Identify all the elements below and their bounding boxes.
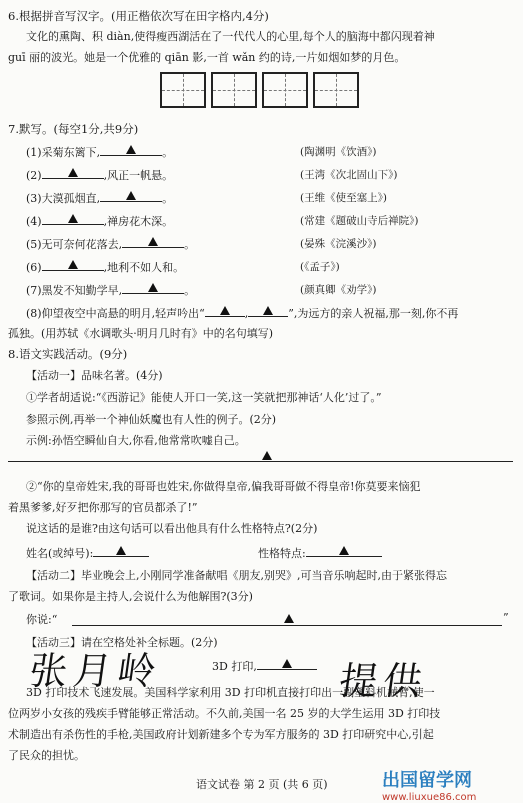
you-say-end: ” (503, 611, 509, 624)
triangle-icon (126, 145, 136, 154)
title-blank[interactable] (257, 657, 317, 670)
triangle-icon (282, 659, 292, 668)
answer-blank[interactable] (42, 166, 104, 179)
answer-blank[interactable] (42, 258, 104, 271)
answer-blank[interactable] (122, 281, 184, 294)
grid-box-2[interactable] (211, 72, 257, 108)
activity2-b: 了歌词。如果你是主持人,会说什么为他解围?(3分) (8, 590, 253, 603)
activity1-q2a: ②“你的皇帝姓宋,我的哥哥也姓宋,你做得皇帝,偏我哥哥做不得皇帝!你莫要来恼犯 (26, 480, 421, 493)
answer-blank[interactable] (42, 212, 104, 225)
para-line-3: 术制造出有杀伤性的手枪,美国政府计划新建多个专为军方服务的 3D 打印研究中心,引起 (8, 728, 434, 741)
q7-item-1: (1)采菊东篱下, 。 (26, 143, 173, 160)
answer-blank[interactable] (248, 304, 288, 317)
watermark-url: www.liuxue86.com (382, 792, 477, 803)
triangle-icon (116, 546, 126, 555)
para-line-4: 了民众的担忧。 (8, 749, 85, 762)
q7-source-4: (常建《题破山寺后禅院》) (300, 215, 419, 227)
watermark (382, 766, 476, 803)
triangle-icon (68, 168, 78, 177)
q7-title: 7.默写。(每空1分,共9分) (8, 122, 139, 136)
triangle-icon (68, 260, 78, 269)
activity1-q1: ①学者胡适说:“《西游记》能使人开口一笑,这一笑就把那神话‘人化’过了。” (26, 391, 382, 404)
grid-box-4[interactable] (313, 72, 359, 108)
answer-blank[interactable] (122, 235, 184, 248)
q7-item-6: (6) ,地利不如人和。 (26, 258, 184, 275)
grid-box-1[interactable] (160, 72, 206, 108)
q7-source-1: (陶渊明《饮酒》) (300, 146, 377, 158)
q7-item-5: (5)无可奈何花落去, 。 (26, 235, 195, 252)
answer-line[interactable] (8, 461, 513, 462)
q7-source-2: (王湾《次北固山下》) (300, 169, 398, 181)
you-say-line[interactable] (72, 625, 502, 626)
q7-source-3: (王维《使至塞上》) (300, 192, 387, 204)
triangle-icon (68, 214, 78, 223)
q6-title: 6.根据拼音写汉字。(用正楷依次写在田字格内,4分) (8, 9, 269, 23)
activity1-q1b: 参照示例,再举一个神仙妖魔也有人性的例子。(2分) (26, 413, 277, 426)
q7-source-7: (颜真卿《劝学》) (300, 284, 377, 296)
you-say-label: 你说:“ (26, 613, 58, 626)
para-line-2: 位两岁小女孩的残疾手臂能够正常活动。不久前,美国一名 25 岁的大学生运用 3D 打印技 (8, 707, 441, 720)
q8-title: 8.语文实践活动。(9分) (8, 347, 128, 361)
q7-item-8-cont: 孤独。(用苏轼《水调歌头·明月几时有》中的名句填写) (8, 327, 274, 340)
triangle-icon (148, 283, 158, 292)
para-line-1: 3D 打印技术飞速发展。美国科学家利用 3D 打印机直接打印出一副塑料机械臂,使一 (26, 686, 435, 699)
triangle-icon (284, 614, 294, 623)
q7-item-4: (4) ,禅房花木深。 (26, 212, 173, 229)
activity1-example: 示例:孙悟空瞬仙自大,你看,他常常吹嘘自己。 (26, 434, 246, 447)
q7-source-6: (《孟子》) (300, 261, 340, 273)
triangle-icon (126, 191, 136, 200)
watermark-logo: 出国留学网 (382, 770, 472, 791)
activity1-q2b: 着黑爹爹,好歹把你那写的官员都杀了!” (8, 501, 198, 514)
handwriting-right: 提供 (336, 659, 431, 703)
triangle-icon (263, 306, 273, 315)
q7-source-5: (晏殊《浣溪沙》) (300, 238, 377, 250)
trait-blank[interactable] (306, 544, 382, 557)
activity3-title: 【活动三】请在空格处补全标题。(2分) (26, 636, 218, 649)
q7-item-8: (8)仰望夜空中高悬的明月,轻声吟出“ , ”,为远方的亲人祝福,那一刻,你不再 (26, 304, 458, 321)
grid-box-3[interactable] (262, 72, 308, 108)
name-blank[interactable] (93, 544, 149, 557)
q6-line1: 文化的熏陶、积 diàn,使得瘦西湖活在了一代代人的心里,每个人的脑海中都闪现着神 (26, 30, 435, 43)
q7-item-7: (7)黑发不知勤学早, 。 (26, 281, 195, 298)
name-row: 姓名(或绰号): (26, 544, 149, 561)
page-footer: 语文试卷 第 2 页 (共 6 页) (196, 778, 328, 791)
triangle-icon (262, 451, 272, 460)
answer-blank[interactable] (100, 189, 162, 202)
q6-line2: guī 丽的波光。她是一个优雅的 qiān 影,一首 wǎn 约的诗,一片如烟如梦的月色。 (8, 51, 406, 64)
activity1-title: 【活动一】品味名著。(4分) (26, 369, 163, 382)
title-row: 3D 打印, (212, 657, 317, 674)
triangle-icon (220, 306, 230, 315)
q7-item-2: (2) ,风正一帆悬。 (26, 166, 173, 183)
trait-row: 性格特点: (258, 544, 382, 561)
triangle-icon (339, 546, 349, 555)
answer-blank[interactable] (100, 143, 162, 156)
activity1-q2c: 说这话的是谁?由这句话可以看出他具有什么性格特点?(2分) (26, 522, 318, 535)
activity2-a: 【活动二】毕业晚会上,小刚同学准备献唱《朋友,别哭》,可当音乐响起时,由于紧张得忘 (26, 569, 447, 582)
q7-item-3: (3)大漠孤烟直, 。 (26, 189, 173, 206)
handwriting-left: 张月岭 (26, 649, 165, 693)
answer-blank[interactable] (205, 304, 245, 317)
triangle-icon (148, 237, 158, 246)
